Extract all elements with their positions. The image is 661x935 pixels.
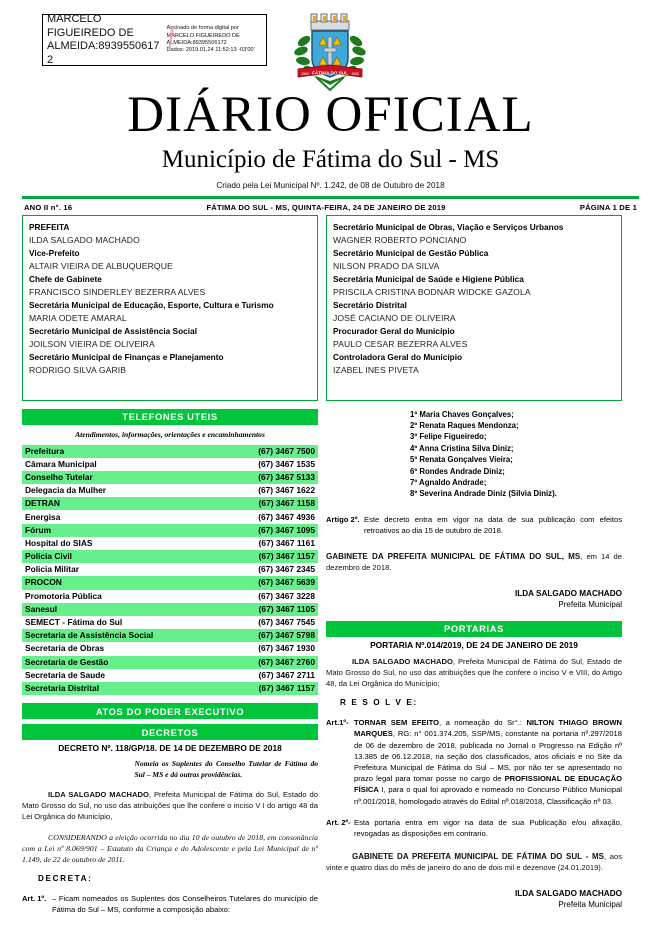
portaria-action: TORNAR SEM EFEITO <box>354 718 440 728</box>
article-body: Este decreto entra em vigor na data de sua publicação com efeitos retroativos ao dia 15 de outubro de 2018. <box>364 514 622 535</box>
portaria-signer-inline: ILDA SALGADO MACHADO <box>352 656 453 666</box>
phone-number: (67) 3467 1930 <box>258 643 315 654</box>
table-row <box>22 484 318 497</box>
signer-role: Prefeita Municipal <box>558 600 622 610</box>
portaria-paragraph-1-rest: , Prefeita Municipal de Fátima do Sul, Estado de Mato Grosso do Sul, no uso das atribuições que lhe confere o inciso V e VIII, do Artigo 48, da Lei Orgânica do Município; <box>326 656 622 688</box>
list-item: 6º Rondes Andrade Diniz; <box>410 466 505 476</box>
official-role: Secretária Municipal de Saúde e Higiene Pública <box>333 273 524 284</box>
official-role: Secretário Municipal de Gestão Pública <box>333 247 489 258</box>
official-name: NILSON PRADO DA SILVA <box>333 260 440 271</box>
official-name: PRISCILA CRISTINA BODNAR WIDCKE GAZOLA <box>333 286 531 297</box>
official-name: JOILSON VIEIRA DE OLIVEIRA <box>29 338 155 349</box>
official-role: Vice-Prefeito <box>29 247 80 258</box>
list-item: 7º Agnaldo Andrade; <box>410 477 487 487</box>
official-name: PAULO CESAR BEZERRA ALVES <box>333 338 468 349</box>
issue-date: FÁTIMA DO SUL - MS, QUINTA-FEIRA, 24 DE JANEIRO DE 2019 <box>206 202 446 212</box>
table-row <box>22 510 318 523</box>
phone-number: (67) 3467 1161 <box>258 537 315 548</box>
content-columns <box>22 215 639 916</box>
article-body: – Ficam nomeados os Suplentes dos Conselheiros Tutelares do município de Fátima do Sul – MS, conforme a composição abaixo: <box>52 894 318 915</box>
phone-number: (67) 3467 7500 <box>224 445 318 458</box>
phone-number: (67) 3467 1622 <box>258 485 315 496</box>
phone-name: Secretaria Distrital <box>22 682 224 695</box>
article-label: Art. 2º- <box>326 817 351 827</box>
table-row <box>22 603 318 616</box>
signature-flourish-icon: ƒ <box>165 19 180 52</box>
resolve-label: R E S O L V E: <box>340 698 418 708</box>
cabinete-heading: GABINETE DA PREFEITA MUNICIPAL DE FÁTIMA DO SUL - MS <box>352 852 605 862</box>
table-row <box>22 524 318 537</box>
phone-name: Sanesul <box>22 603 224 616</box>
portaria-text-b: , RG: n° 001.374.205, SSP/MS, constante na portaria nº.297/2018 de 06 de dezembro de 2018, publicada no Jornal o Progresso na Edição nº 13.385 de 06.12.2018, na seção dos classificados, atos oficiais e no Site da Prefeitura Municipal de Fátima do Sul – MS, por não ter se apresentado no prazo legal para tomar posse no cargo de <box>354 729 622 784</box>
phone-number: (67) 3467 1095 <box>224 524 318 537</box>
phone-number: (67) 3467 5798 <box>224 629 318 642</box>
portaria-cabinete <box>326 839 622 873</box>
officials-box-left <box>22 215 318 401</box>
phone-name: Delegacia da Mulher <box>25 485 106 496</box>
signer-name: ILDA SALGADO MACHADO <box>514 588 622 598</box>
official-name: FRANCISCO SINDERLEY BEZERRA ALVES <box>29 286 206 297</box>
executive-acts-banner: ATOS DO PODER EXECUTIVO <box>22 703 318 719</box>
list-item: 3º Felipe Figueiredo; <box>410 432 487 442</box>
phone-name: Hospital do SIAS <box>25 537 93 548</box>
phone-number: (67) 3467 4936 <box>258 511 315 522</box>
phone-number: (67) 3467 5639 <box>224 576 318 589</box>
official-role: Secretária Municipal de Educação, Esporte, Cultura e Turismo <box>29 299 274 310</box>
article-label: Art. 1º. <box>22 894 47 904</box>
phone-number: (67) 3467 1157 <box>224 550 318 563</box>
article-body <box>354 717 622 807</box>
officials-box-right <box>326 215 622 401</box>
table-row <box>22 629 318 642</box>
official-name: ILDA SALGADO MACHADO <box>29 234 140 245</box>
table-row <box>22 682 318 695</box>
coat-of-arms-icon <box>292 7 368 91</box>
phone-name: Prefeitura <box>22 445 224 458</box>
phone-name: Energisa <box>25 511 61 522</box>
official-role: Controladora Geral do Município <box>333 351 463 362</box>
decreto-signature-block <box>326 574 622 611</box>
phone-name: Policia Civil <box>22 550 224 563</box>
phone-name: Policia Militar <box>25 564 79 575</box>
official-role: Secretário Distrital <box>333 299 407 310</box>
phone-name: Promotoria Pública <box>25 590 102 601</box>
portaria-article-2 <box>326 807 622 839</box>
table-row <box>22 550 318 563</box>
official-role: Chefe de Gabinete <box>29 273 102 284</box>
page-title: DIÁRIO OFICIAL <box>127 87 534 143</box>
phone-name: DETRAN <box>22 497 224 510</box>
official-name: MARIA ODETE AMARAL <box>29 312 127 323</box>
official-role: PREFEITA <box>29 221 70 232</box>
cabinete-heading: GABINETE DA PREFEITA MUNICIPAL DE FÁTIMA DO SUL, MS <box>326 552 581 562</box>
official-name: JOSÉ CACIANO DE OLIVEIRA <box>333 312 456 323</box>
phone-name: Secretaria de Assistência Social <box>22 629 224 642</box>
official-name: RODRIGO SILVA GARIB <box>29 364 127 375</box>
phone-name: SEMECT - Fátima do Sul <box>25 617 123 628</box>
phone-number: (67) 3467 2760 <box>224 656 318 669</box>
phone-number: (67) 3467 1105 <box>224 603 318 616</box>
svg-text:1963: 1963 <box>301 72 309 76</box>
phone-name: Câmara Municipal <box>25 458 97 469</box>
phone-number: (67) 3467 2711 <box>258 669 315 680</box>
table-row <box>22 563 318 576</box>
table-row <box>22 576 318 589</box>
signature-detail-line: MARCELO FIGUEIREDO DE <box>166 32 240 39</box>
portaria-cargo: PROFISSIONAL DE EDUCAÇÃO FÍSICA <box>354 774 622 795</box>
decretos-banner: DECRETOS <box>22 724 318 740</box>
list-item: 4º Anna Cristina Silva Diniz; <box>410 443 514 453</box>
phone-name: Secretaria de Saude <box>25 669 106 680</box>
phones-section-banner: TELEFONES UTEIS <box>22 409 318 425</box>
portaria-text-c: I, para o qual foi aprovado e nomeado no Concurso Público Municipal nº.001/2018, homologado através do Edital nº.018/2018, Classificação nº 03. <box>354 785 622 806</box>
decreto-paragraph-1-rest: , Prefeita Municipal de Fátima do Sul, Estado do Mato Grosso do Sul, no uso das atribuições que lhe confere o inciso V I do artigo 48 da Lei Orgânica do Município, <box>22 790 318 822</box>
decreto-paragraph-2: CONSIDERANDO a eleição ocorrida no dia 10 de outubro de 2018, em consonância com a Lei nº 8.069/901 – Estatuto da Criança e do Adolescente e pela Lei Municipal de nº 1.149, de 22 de outubro de 2011. <box>22 832 318 865</box>
decreta-label: DECRETA: <box>38 874 93 884</box>
phone-number: (67) 3467 3228 <box>258 590 315 601</box>
decreto-article-1 <box>22 885 318 915</box>
decreto-cabinete <box>326 536 622 573</box>
phone-name: Fórum <box>22 524 224 537</box>
creation-law-text: Criado pela Lei Municipal Nº. 1.242, de 08 de Outubro de 2018 <box>216 181 445 190</box>
portarias-banner: PORTARIAS <box>326 621 622 637</box>
table-row <box>22 497 318 510</box>
table-row <box>22 458 318 471</box>
portaria-article-1 <box>326 709 622 807</box>
decreto-article-2 <box>326 500 622 536</box>
page-subtitle: Município de Fátima do Sul - MS <box>161 146 500 173</box>
suplentes-name-list <box>326 401 622 500</box>
table-row <box>22 669 318 682</box>
phone-name: PROCON <box>22 576 224 589</box>
svg-text:FÁTIMA DO SUL: FÁTIMA DO SUL <box>312 70 348 76</box>
phone-name: Secretaria de Gestão <box>22 656 224 669</box>
article-label: Artigo 2º. <box>326 514 360 524</box>
official-role: Procurador Geral do Município <box>333 325 455 336</box>
signer-role: Prefeita Municipal <box>558 900 622 910</box>
phone-number: (67) 3467 1158 <box>224 497 318 510</box>
phone-number: (67) 3467 1535 <box>258 458 315 469</box>
portaria-title: PORTARIA Nº.014/2019, DE 24 DE JANEIRO DE 2019 <box>370 639 578 650</box>
official-name: ALTAIR VIEIRA DE ALBUQUERQUE <box>29 260 173 271</box>
table-row <box>22 590 318 603</box>
table-row <box>22 537 318 550</box>
useful-phones-table <box>22 445 318 696</box>
article-body: Esta portaria entra em vigor na data de sua Publicação e/ou afixação, revogadas as disposições em contrario. <box>354 817 622 838</box>
official-name: WAGNER ROBERTO PONCIANO <box>333 234 467 245</box>
masthead <box>0 0 661 196</box>
digital-signature-box <box>42 14 267 66</box>
page-count: PÁGINA 1 DE 1 <box>579 202 637 212</box>
svg-text:1963: 1963 <box>351 72 359 76</box>
official-role: Secretário Municipal de Obras, Viação e Serviços Urbanos <box>333 221 564 232</box>
signature-subject: MARCELO FIGUEIREDO DE ALMEIDA:89395506172 <box>47 13 160 66</box>
phone-name: Conselho Tutelar <box>22 471 224 484</box>
portaria-signature-block <box>326 874 622 911</box>
table-row <box>22 616 318 629</box>
phone-number: (67) 3467 1157 <box>224 682 318 695</box>
portaria-person-name: NILTON THIAGO BROWN MARQUES <box>354 718 622 739</box>
decreto-signer-inline: ILDA SALGADO MACHADO <box>48 790 149 800</box>
phones-section-subtitle: Atendimentos, informações, orientações e encaminhamentos <box>75 429 265 439</box>
article-label: Art.1º- <box>326 718 349 728</box>
table-row <box>22 445 318 458</box>
left-column <box>22 215 318 916</box>
list-item: 8º Severina Andrade Diniz (Silvia Diniz). <box>410 489 557 499</box>
signature-detail-line: ALMEIDA:89395506172 <box>166 40 227 46</box>
right-column <box>326 215 622 916</box>
decreto-title: DECRETO Nº. 118/GP/18. DE 14 DE DEZEMBRO DE 2018 <box>58 743 282 754</box>
table-row <box>22 471 318 484</box>
portaria-paragraph-1 <box>326 652 622 690</box>
cabinete-date: , em 14 de dezembro de 2018. <box>326 552 622 573</box>
cabinete-date: , aos vinte e quatro dias do mês de janeiro do ano de dois mil e dezenove (24.01.2019). <box>326 852 622 873</box>
phone-number: (67) 3467 7545 <box>258 617 315 628</box>
decreto-ementa: Nomeia os Suplentes do Conselho Tutelar de Fátima do Sul – MS e dá outras providências. <box>134 759 318 780</box>
list-item: 2º Renata Raques Mendonza; <box>410 420 519 430</box>
phone-number: (67) 3467 5133 <box>224 471 318 484</box>
signature-details <box>164 25 266 55</box>
signature-detail-line: Assinado de forma digital por <box>166 25 239 32</box>
table-row <box>22 656 318 669</box>
official-role: Secretário Municipal de Assistência Social <box>29 325 197 336</box>
official-role: Secretário Municipal de Finanças e Planejamento <box>29 351 224 362</box>
official-name: IZABEL INES PIVETA <box>333 364 419 375</box>
decreto-paragraph-1 <box>22 780 318 823</box>
signature-detail-line: Dados: 2019.01.24 11:52:13 -03'00' <box>166 47 255 54</box>
issue-info-bar <box>22 199 639 215</box>
portaria-text-a: , a nomeação do Sr°.: <box>439 718 527 728</box>
table-row <box>22 642 318 655</box>
list-item: 5º Renata Gonçalves Vieira; <box>410 455 513 465</box>
list-item: 1º Maria Chaves Gonçalves; <box>410 409 514 419</box>
phone-number: (67) 3467 2345 <box>258 564 315 575</box>
issue-year-number: ANO II n°. 16 <box>24 202 73 212</box>
signer-name: ILDA SALGADO MACHADO <box>514 888 622 898</box>
phone-name: Secretaria de Obras <box>25 643 105 654</box>
